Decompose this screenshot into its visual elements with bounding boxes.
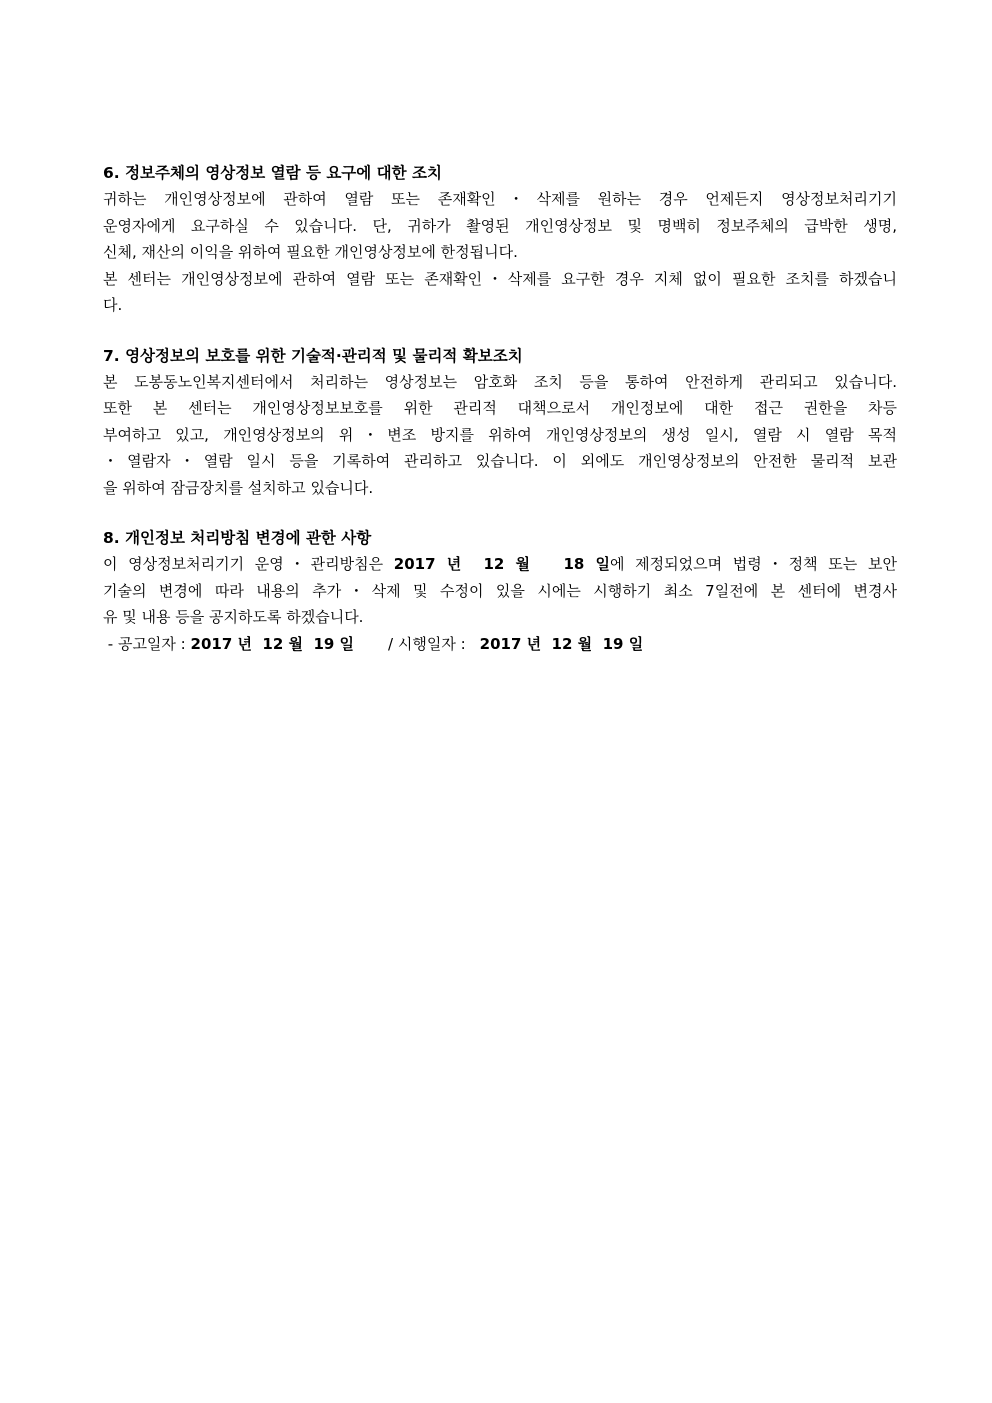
effective-date: 2017 년 12 월 19 일 <box>479 634 644 653</box>
section-7-line-5: 을 위하여 잠금장치를 설치하고 있습니다. <box>103 478 374 497</box>
section-8-line-2: 기술의 변경에 따라 내용의 추가・삭제 및 수정이 있을 시에는 시행하기 최소 7일전에 본 센터에 변경사 <box>103 581 897 600</box>
section-6-line-4: 본 센터는 개인영상정보에 관하여 열람 또는 존재확인・삭제를 요구한 경우 지체 없이 필요한 조치를 하겠습니 <box>103 269 897 288</box>
section-8-heading: 8. 개인정보 처리방침 변경에 관한 사항 <box>103 529 372 547</box>
announce-label: - 공고일자 : <box>103 634 186 653</box>
section-6-heading: 6. 정보주체의 영상정보 열람 등 요구에 대한 조치 <box>103 164 442 182</box>
section-8-line-1-before: 이 영상정보처리기기 운영・관리방침은 <box>103 555 384 573</box>
section-6-line-1: 귀하는 개인영상정보에 관하여 열람 또는 존재확인・삭제를 원하는 경우 언제든지 영상정보처리기기 <box>103 190 897 208</box>
section-7-line-3: 부여하고 있고, 개인영상정보의 위・변조 방지를 위하여 개인영상정보의 생성 일시, 열람 시 열람 목적 <box>103 425 897 444</box>
section-8-line-3: 유 및 내용 등을 공지하도록 하겠습니다. <box>103 608 364 626</box>
section-7-line-2: 또한 본 센터는 개인영상정보보호를 위한 관리적 대책으로서 개인정보에 대한 접근 권한을 차등 <box>103 399 898 417</box>
section-7-line-1: 본 도봉동노인복지센터에서 처리하는 영상정보는 암호화 조치 등을 통하여 안전하게 관리되고 있습니다. <box>103 372 897 391</box>
section-7-line-4: ・열람자・열람 일시 등을 기록하여 관리하고 있습니다. 이 외에도 개인영상정보의 안전한 물리적 보관 <box>103 452 897 470</box>
notice-dates-line <box>103 631 897 658</box>
document-body <box>103 160 897 681</box>
enactment-date: 2017 년 12 월 18 일 <box>393 555 610 573</box>
announce-date: 2017 년 12 월 19 일 <box>190 634 355 653</box>
section-8 <box>103 525 897 657</box>
section-6 <box>103 160 897 319</box>
effective-label: / 시행일자 : <box>388 634 466 653</box>
section-7 <box>103 343 897 502</box>
section-7-heading: 7. 영상정보의 보호를 위한 기술적·관리적 및 물리적 확보조치 <box>103 346 523 365</box>
section-6-line-3: 신체, 재산의 이익을 위하여 필요한 개인영상정보에 한정됩니다. <box>103 243 518 261</box>
section-6-line-2: 운영자에게 요구하실 수 있습니다. 단, 귀하가 촬영된 개인영상정보 및 명백히 정보주체의 급박한 생명, <box>103 216 897 235</box>
section-8-line-1-after: 에 제정되었으며 법령・정책 또는 보안 <box>609 555 897 573</box>
section-8-line-1 <box>103 551 897 578</box>
section-6-line-5: 다. <box>103 296 123 314</box>
